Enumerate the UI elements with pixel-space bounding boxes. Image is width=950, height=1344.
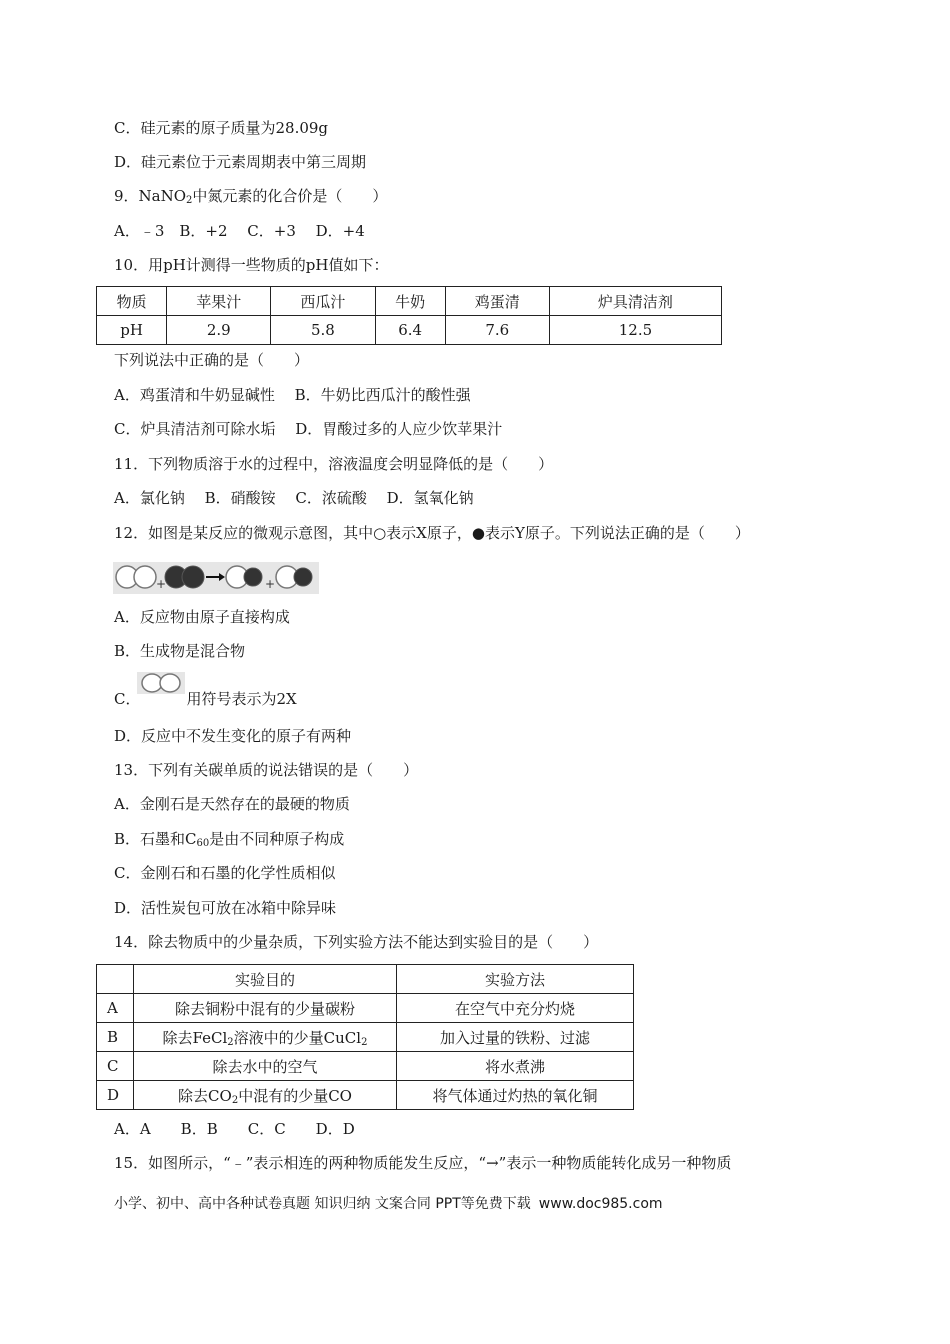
table-cell: 5.8	[271, 316, 375, 345]
table-cell: C	[97, 1052, 134, 1081]
q13-option-a: A．金刚石是天然存在的最硬的物质	[114, 795, 350, 813]
q12-option-c: C． 用符号表示为2X	[114, 690, 297, 708]
table-cell: 西瓜汁	[271, 287, 375, 316]
footer-url[interactable]: www.doc985.com	[538, 1196, 663, 1212]
table-cell: D	[97, 1081, 134, 1110]
q13-option-c: C．金刚石和石墨的化学性质相似	[114, 864, 336, 882]
svg-text:+: +	[265, 577, 276, 591]
table-row	[97, 994, 634, 1023]
table-cell: A	[97, 994, 134, 1023]
q9-question: 9．NaNO$_2$中氮元素的化合价是（ ）	[114, 187, 388, 206]
page-footer	[114, 1193, 663, 1213]
table-row	[97, 1023, 634, 1052]
q13-question: 13．下列有关碳单质的说法错误的是（ ）	[114, 761, 419, 779]
table-cell: 除去铜粉中混有的少量碳粉	[134, 994, 397, 1023]
table-cell: 将水煮沸	[397, 1052, 634, 1081]
q14-options: A．A B．B C．C D．D	[114, 1120, 355, 1138]
table-cell: pH	[97, 316, 167, 345]
table-cell: 将气体通过灼热的氧化铜	[397, 1081, 634, 1110]
table-cell: 鸡蛋清	[445, 287, 549, 316]
q9-options: A．﹣3 B．+2 C．+3 D．+4	[114, 222, 365, 240]
table-cell: 12.5	[549, 316, 721, 345]
table-cell: 除去水中的空气	[134, 1052, 397, 1081]
footer-text: 小学、初中、高中各种试卷真题 知识归纳 文案合同 PPT等免费下载	[114, 1196, 531, 1212]
q12-question: 12．如图是某反应的微观示意图，其中○表示X原子，●表示Y原子。下列说法正确的是（ ）	[114, 524, 750, 542]
table-row	[97, 1052, 634, 1081]
table-cell: 除去$CO_2$中混有的少量CO	[134, 1081, 397, 1110]
table-cell: 7.6	[445, 316, 549, 345]
reaction-diagram	[113, 562, 319, 594]
ph-table	[96, 286, 722, 345]
table-cell: 牛奶	[375, 287, 445, 316]
experiment-table	[96, 964, 634, 1110]
q10-ask: 下列说法中正确的是（ ）	[114, 351, 310, 369]
q12-option-b: B．生成物是混合物	[114, 642, 246, 660]
q14-question: 14．除去物质中的少量杂质，下列实验方法不能达到实验目的是（ ）	[114, 933, 599, 951]
table-cell: 在空气中充分灼烧	[397, 994, 634, 1023]
experiment-table-header-row	[97, 965, 634, 994]
q12-option-d: D．反应中不发生变化的原子有两种	[114, 727, 352, 745]
svg-text:+: +	[156, 577, 167, 591]
q10-options-ab: A．鸡蛋清和牛奶显碱性 B．牛奶比西瓜汁的酸性强	[114, 386, 471, 404]
q8-option-d: D．硅元素位于元素周期表中第三周期	[114, 153, 367, 171]
q13-option-d: D．活性炭包可放在冰箱中除异味	[114, 899, 337, 917]
table-cell	[97, 965, 134, 994]
q13-option-b: B．石墨和$C_{60}$是由不同种原子构成	[114, 830, 345, 849]
table-cell: 实验目的	[134, 965, 397, 994]
table-cell: 炉具清洁剂	[549, 287, 721, 316]
q10-options-cd: C．炉具清洁剂可除水垢 D．胃酸过多的人应少饮苹果汁	[114, 420, 503, 438]
table-cell: 实验方法	[397, 965, 634, 994]
q12-option-a: A．反应物由原子直接构成	[114, 608, 290, 626]
table-row	[97, 1081, 634, 1110]
q10-question: 10．用pH计测得一些物质的pH值如下：	[114, 256, 389, 274]
q15-question: 15．如图所示，“﹣”表示相连的两种物质能发生反应，“→”表示一种物质能转化成另一种物质	[114, 1154, 732, 1172]
table-cell: 6.4	[375, 316, 445, 345]
table-cell: 2.9	[167, 316, 271, 345]
table-cell: 除去FeCl$_2$溶液中的少量CuCl$_2$	[134, 1023, 397, 1052]
ph-table-header-row	[97, 287, 722, 316]
q11-question: 11．下列物质溶于水的过程中，溶液温度会明显降低的是（ ）	[114, 455, 554, 473]
q8-option-c: C．硅元素的原子质量为28.09g	[114, 119, 329, 137]
table-cell: 苹果汁	[167, 287, 271, 316]
table-cell: B	[97, 1023, 134, 1052]
q11-options: A．氯化钠 B．硝酸铵 C．浓硫酸 D．氢氧化钠	[114, 489, 474, 507]
table-cell: 加入过量的铁粉、过滤	[397, 1023, 634, 1052]
ph-table-value-row	[97, 316, 722, 345]
table-cell: 物质	[97, 287, 167, 316]
